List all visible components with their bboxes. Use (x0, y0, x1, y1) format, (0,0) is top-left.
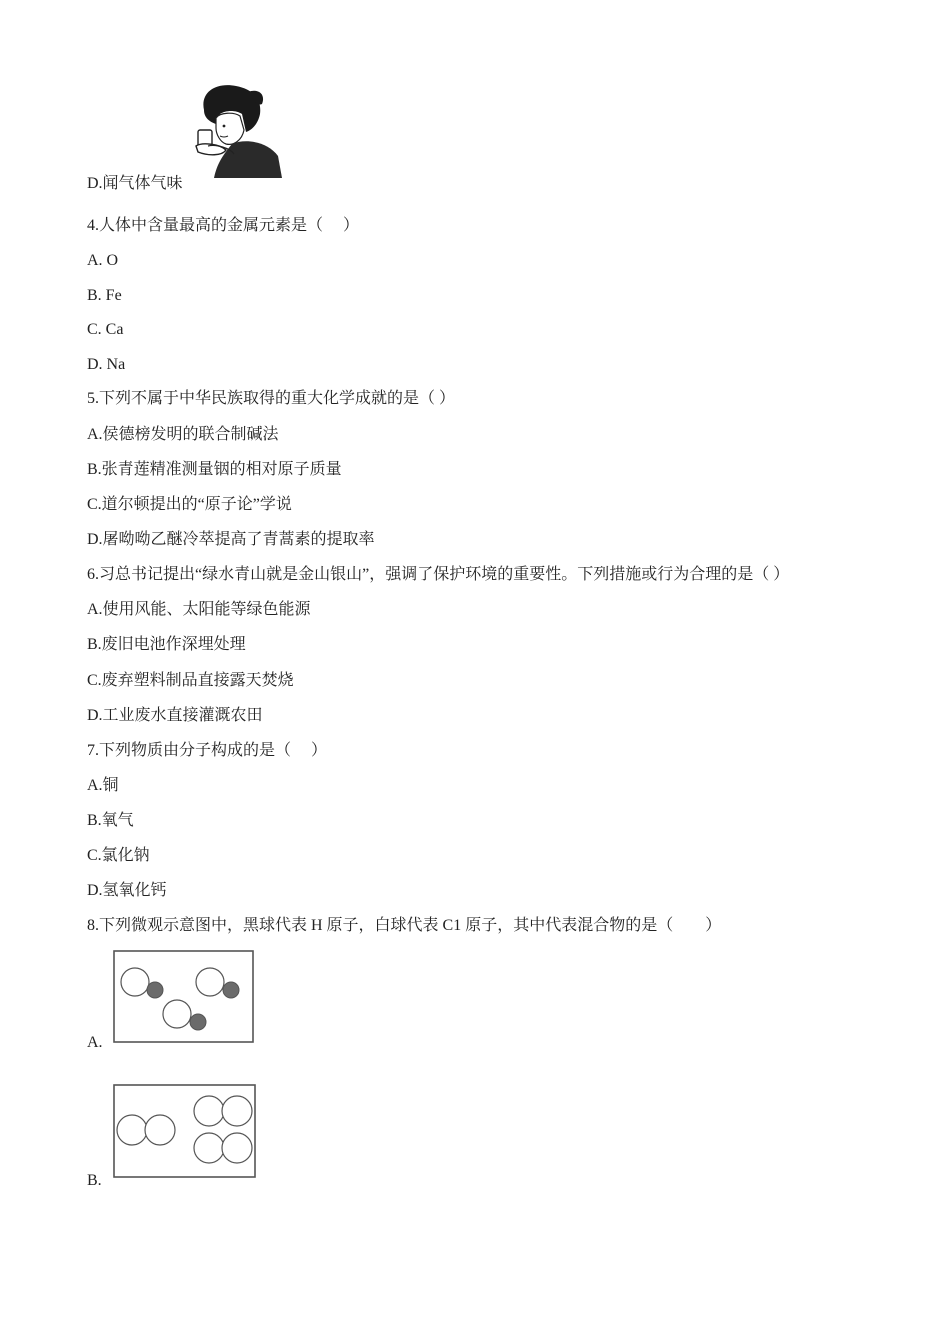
q7-option-a: A.铜 (87, 777, 119, 794)
smelling-gas-illustration (186, 84, 286, 180)
q7-option-b: B.氧气 (87, 812, 134, 829)
q4-option-c: C. Ca (87, 321, 124, 338)
q5-question: 5.下列不属于中华民族取得的重大化学成就的是（ ） (87, 390, 456, 407)
q7-question: 7.下列物质由分子构成的是（ ） (87, 742, 328, 759)
q5-option-d: D.屠呦呦乙醚冷萃提高了青蒿素的提取率 (87, 531, 375, 548)
cl-atom (121, 968, 149, 996)
q8-option-b-diagram (113, 1084, 257, 1180)
q6-option-c: C.废弃塑料制品直接露天焚烧 (87, 672, 294, 689)
q4-question: 4.人体中含量最高的金属元素是（ ） (87, 217, 360, 234)
q8-option-b-label: B. (87, 1172, 102, 1189)
cl-atom (194, 1133, 224, 1163)
q4-option-d: D. Na (87, 356, 126, 373)
cl-atom (194, 1096, 224, 1126)
q8-option-a-label: A. (87, 1034, 103, 1051)
cl-atom (145, 1115, 175, 1145)
q3-option-d: D.闻气体气味 (87, 175, 183, 192)
cl-atom (196, 968, 224, 996)
cl-atom (163, 1000, 191, 1028)
q8-question: 8.下列微观示意图中，黑球代表 H 原子，白球代表 C1 原子，其中代表混合物的是（ ） (87, 917, 722, 934)
cl-atom (117, 1115, 147, 1145)
q6-option-d: D.工业废水直接灌溉农田 (87, 707, 263, 724)
cl-atom (222, 1096, 252, 1126)
q5-option-a: A.侯德榜发明的联合制碱法 (87, 426, 279, 443)
q7-option-c: C.氯化钠 (87, 847, 150, 864)
q6-question: 6.习总书记提出“绿水青山就是金山银山”，强调了保护环境的重要性。下列措施或行为合理的是（ ） (87, 566, 790, 583)
q4-option-b: B. Fe (87, 287, 122, 304)
q5-option-c: C.道尔顿提出的“原子论”学说 (87, 496, 292, 513)
cl-atom (222, 1133, 252, 1163)
q6-option-b: B.废旧电池作深埋处理 (87, 636, 246, 653)
h-atom (147, 982, 163, 998)
h-atom (190, 1014, 206, 1030)
q5-option-b: B.张青莲精准测量铟的相对原子质量 (87, 461, 342, 478)
q8-option-a-diagram (113, 950, 255, 1045)
h-atom (223, 982, 239, 998)
q4-option-a: A. O (87, 252, 119, 269)
q6-option-a: A.使用风能、太阳能等绿色能源 (87, 601, 311, 618)
q7-option-d: D.氢氧化钙 (87, 882, 167, 899)
